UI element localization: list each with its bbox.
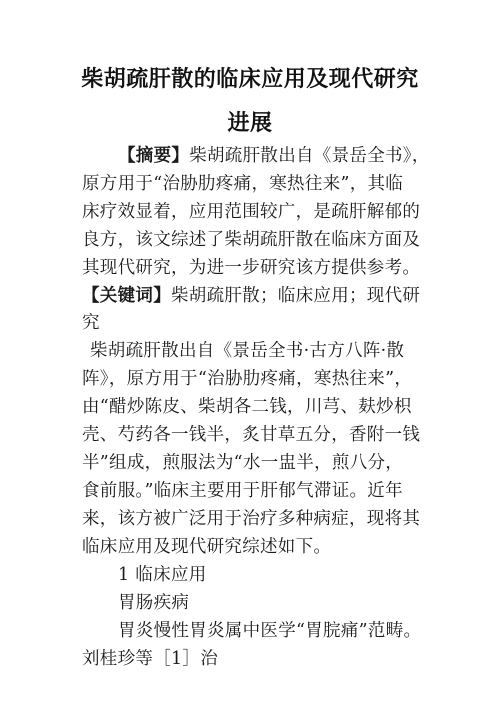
abstract-line-2: 原方用于“治胁肋疼痛，寒热往来”，其临 (82, 174, 404, 194)
body-line-2: 刘桂珍等［1］治 (82, 649, 219, 669)
intro-line-3: 由“醋炒陈皮、柴胡各二钱，川芎、麸炒枳 (82, 397, 412, 417)
intro-line-7: 来，该方被广泛用于治疗多种病症，现将其 (82, 509, 421, 529)
intro-line-6: 食前服。”临床主要用于肝郁气滞证。近年 (82, 481, 403, 501)
document-title-line-2: 进展 (227, 111, 273, 136)
intro-line-1: 柴胡疏肝散出自《景岳全书·古方八阵·散 (90, 341, 405, 361)
section-1-heading: 1 临床应用 (118, 565, 207, 585)
subsection-heading: 胃肠疾病 (118, 593, 190, 613)
document-title-line-1: 柴胡疏肝散的临床应用及现代研究 (81, 67, 419, 92)
abstract-text-1: 柴胡疏肝散出自《景岳全书》， (189, 146, 430, 166)
intro-line-8: 临床应用及现代研究综述如下。 (82, 537, 332, 557)
keywords-label: 【关键词】 (82, 286, 171, 306)
abstract-line-5: 其现代研究，为进一步研究该方提供参考。 (82, 258, 421, 278)
abstract-line-4: 良方，该文综述了柴胡疏肝散在临床方面及 (82, 230, 421, 250)
body-line-1: 胃炎慢性胃炎属中医学“胃脘痛”范畴。 (118, 621, 422, 641)
intro-line-5: 半”组成，煎服法为“水一盅半，煎八分， (82, 453, 404, 473)
intro-line-2: 阵》，原方用于“治胁肋疼痛，寒热往来”， (82, 369, 413, 389)
keywords-line-2: 究 (82, 313, 100, 333)
keywords-text: 柴胡疏肝散；临床应用；现代研 (171, 286, 421, 306)
keywords-line-1 (82, 282, 420, 307)
intro-line-4: 壳、芍药各一钱半，炙甘草五分，香附一钱 (82, 425, 421, 445)
abstract-label: 【摘要】 (118, 146, 190, 166)
abstract-line-3: 床疗效显着，应用范围较广，是疏肝解郁的 (82, 202, 421, 222)
abstract-line-1 (118, 142, 430, 167)
